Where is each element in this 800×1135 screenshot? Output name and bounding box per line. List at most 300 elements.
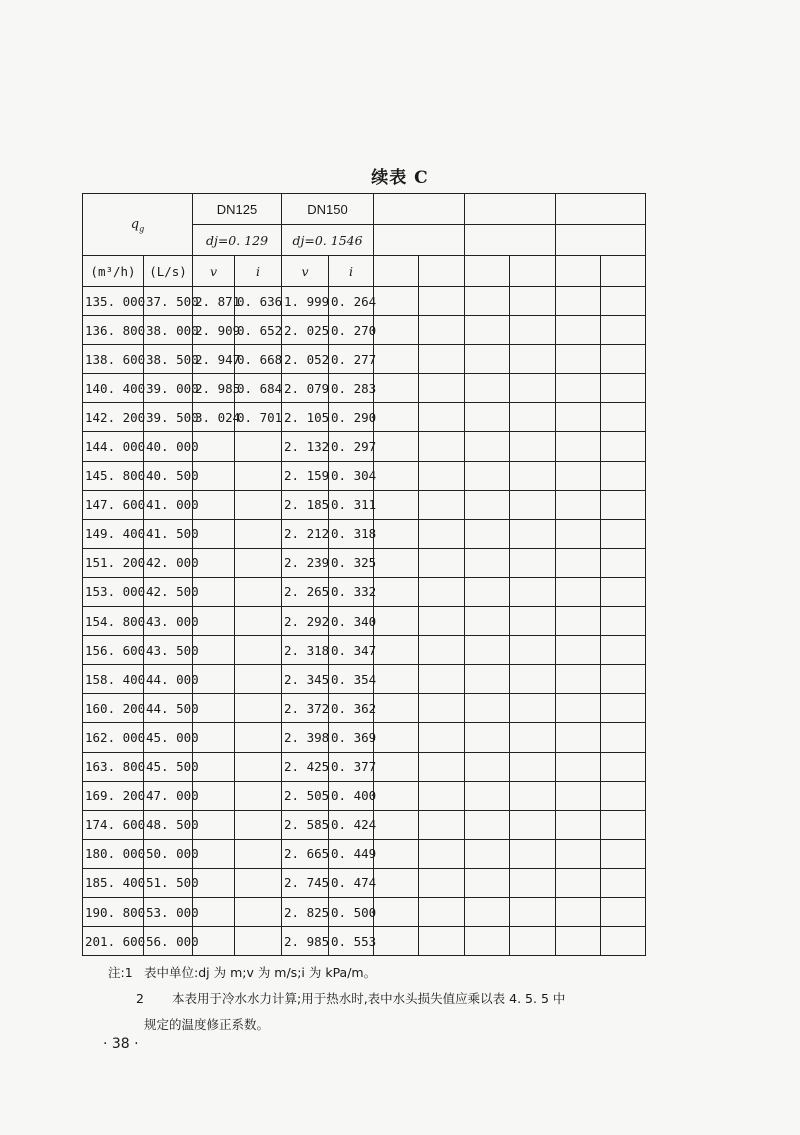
dn125-v-cell bbox=[193, 839, 235, 868]
unit-ls-header: (L/s) bbox=[144, 256, 193, 287]
empty-cell bbox=[419, 868, 465, 897]
empty-cell bbox=[556, 345, 601, 374]
empty-cell bbox=[374, 694, 419, 723]
empty-cell bbox=[465, 927, 510, 956]
table-row bbox=[83, 374, 646, 403]
qe-m3h-cell: 151. 200 bbox=[83, 548, 144, 577]
dn150-v-cell: 2. 052 bbox=[282, 345, 329, 374]
note-1-text: 表中单位:dj 为 m;v 为 m/s;i 为 kPa/m。 bbox=[144, 965, 377, 980]
dn150-header: DN150 bbox=[282, 194, 374, 225]
empty-cell bbox=[374, 577, 419, 606]
dn150-i-cell: 0. 318 bbox=[329, 519, 374, 548]
dn150-v-cell: 2. 132 bbox=[282, 432, 329, 461]
empty-cell bbox=[419, 374, 465, 403]
empty-cell bbox=[601, 577, 646, 606]
empty-cell bbox=[374, 607, 419, 636]
dn150-i-cell: 0. 325 bbox=[329, 548, 374, 577]
empty-cell bbox=[374, 403, 419, 432]
dn125-v-cell bbox=[193, 636, 235, 665]
empty-cell bbox=[510, 577, 556, 606]
empty-cell bbox=[374, 548, 419, 577]
notes bbox=[108, 960, 668, 1038]
empty-cell bbox=[419, 607, 465, 636]
dn150-i-cell: 0. 474 bbox=[329, 868, 374, 897]
empty-cell bbox=[556, 752, 601, 781]
dj150-label: dj=0. 1546 bbox=[292, 232, 363, 248]
dn150-i-cell: 0. 270 bbox=[329, 316, 374, 345]
dn125-i-cell bbox=[235, 548, 282, 577]
dn150-v-cell: 2. 185 bbox=[282, 490, 329, 519]
empty-cell bbox=[601, 839, 646, 868]
dn125-v-cell bbox=[193, 577, 235, 606]
empty-cell bbox=[374, 316, 419, 345]
dn150-v-cell: 2. 505 bbox=[282, 781, 329, 810]
qe-ls-cell: 45. 500 bbox=[144, 752, 193, 781]
qe-ls-cell: 44. 000 bbox=[144, 665, 193, 694]
dn125-v-cell bbox=[193, 607, 235, 636]
dn125-v-cell bbox=[193, 897, 235, 926]
dn150-v-cell: 2. 398 bbox=[282, 723, 329, 752]
dn150-i-cell: 0. 400 bbox=[329, 781, 374, 810]
empty-cell bbox=[510, 432, 556, 461]
empty-cell bbox=[465, 694, 510, 723]
qe-m3h-cell: 144. 000 bbox=[83, 432, 144, 461]
qe-ls-cell: 45. 000 bbox=[144, 723, 193, 752]
empty-cell bbox=[510, 548, 556, 577]
qe-m3h-cell: 147. 600 bbox=[83, 490, 144, 519]
empty-cell bbox=[601, 897, 646, 926]
qe-m3h-cell: 149. 400 bbox=[83, 519, 144, 548]
dn125-i-cell bbox=[235, 752, 282, 781]
empty-cell bbox=[556, 810, 601, 839]
unit-m3h-header: (m³/h) bbox=[83, 256, 144, 287]
dn150-i-cell: 0. 332 bbox=[329, 577, 374, 606]
empty-cell bbox=[556, 577, 601, 606]
dn150-v-cell: 2. 265 bbox=[282, 577, 329, 606]
dn150-i-cell: 0. 290 bbox=[329, 403, 374, 432]
i-header-dn150: i bbox=[329, 256, 374, 287]
empty-cell bbox=[510, 287, 556, 316]
dn150-v-cell: 2. 079 bbox=[282, 374, 329, 403]
qe-m3h-cell: 160. 200 bbox=[83, 694, 144, 723]
qe-ls-cell: 37. 500 bbox=[144, 287, 193, 316]
empty-cell bbox=[419, 810, 465, 839]
empty-cell bbox=[510, 316, 556, 345]
empty-cell bbox=[419, 403, 465, 432]
empty-cell bbox=[465, 490, 510, 519]
qe-ls-cell: 39. 000 bbox=[144, 374, 193, 403]
empty-cell bbox=[465, 519, 510, 548]
empty-cell bbox=[465, 548, 510, 577]
qe-header bbox=[83, 194, 193, 256]
qe-m3h-cell: 174. 600 bbox=[83, 810, 144, 839]
qe-ls-cell: 51. 500 bbox=[144, 868, 193, 897]
note-2-continuation: 规定的温度修正系数。 bbox=[144, 1017, 270, 1032]
dn125-i-cell bbox=[235, 490, 282, 519]
empty-cell bbox=[465, 810, 510, 839]
dn125-v-cell bbox=[193, 781, 235, 810]
table-row bbox=[83, 810, 646, 839]
empty-cell bbox=[510, 897, 556, 926]
dn125-i-cell bbox=[235, 927, 282, 956]
dn150-v-cell: 2. 025 bbox=[282, 316, 329, 345]
dn150-v-cell: 2. 825 bbox=[282, 897, 329, 926]
dn125-i-cell bbox=[235, 723, 282, 752]
empty-cell bbox=[419, 519, 465, 548]
empty-cell bbox=[374, 461, 419, 490]
empty-cell bbox=[510, 927, 556, 956]
table-row bbox=[83, 839, 646, 868]
empty-header-cell bbox=[556, 225, 646, 256]
empty-cell bbox=[465, 752, 510, 781]
dn150-v-cell: 2. 985 bbox=[282, 927, 329, 956]
table-row bbox=[83, 316, 646, 345]
table-row bbox=[83, 461, 646, 490]
dn150-v-cell: 2. 212 bbox=[282, 519, 329, 548]
empty-cell bbox=[465, 781, 510, 810]
empty-cell bbox=[556, 461, 601, 490]
empty-cell bbox=[374, 665, 419, 694]
empty-cell bbox=[419, 665, 465, 694]
qe-m3h-cell: 201. 600 bbox=[83, 927, 144, 956]
qe-ls-cell: 47. 000 bbox=[144, 781, 193, 810]
dn150-v-cell: 2. 239 bbox=[282, 548, 329, 577]
qe-ls-cell: 40. 000 bbox=[144, 432, 193, 461]
empty-header-cell bbox=[374, 256, 419, 287]
dn125-v-cell bbox=[193, 519, 235, 548]
empty-header-cell bbox=[465, 256, 510, 287]
dn125-v-cell: 2. 871 bbox=[193, 287, 235, 316]
empty-cell bbox=[374, 374, 419, 403]
empty-cell bbox=[419, 752, 465, 781]
dn125-i-cell: 0. 701 bbox=[235, 403, 282, 432]
qe-subscript: g bbox=[139, 224, 145, 234]
dn125-i-cell bbox=[235, 839, 282, 868]
empty-cell bbox=[556, 548, 601, 577]
empty-cell bbox=[374, 490, 419, 519]
dn125-v-cell: 3. 024 bbox=[193, 403, 235, 432]
empty-cell bbox=[601, 490, 646, 519]
note-2 bbox=[108, 986, 668, 1012]
note-1 bbox=[108, 960, 668, 986]
dn125-v-cell: 2. 985 bbox=[193, 374, 235, 403]
dn125-v-cell bbox=[193, 432, 235, 461]
dn125-i-cell bbox=[235, 665, 282, 694]
empty-cell bbox=[374, 345, 419, 374]
dn125-v-cell bbox=[193, 927, 235, 956]
note-2-number: 2 bbox=[136, 991, 144, 1006]
empty-cell bbox=[601, 752, 646, 781]
dn150-v-cell: 2. 425 bbox=[282, 752, 329, 781]
empty-cell bbox=[601, 927, 646, 956]
qe-m3h-cell: 190. 800 bbox=[83, 897, 144, 926]
empty-cell bbox=[465, 287, 510, 316]
empty-cell bbox=[556, 490, 601, 519]
qe-m3h-cell: 156. 600 bbox=[83, 636, 144, 665]
empty-cell bbox=[556, 287, 601, 316]
empty-cell bbox=[419, 927, 465, 956]
dj150-header bbox=[282, 225, 374, 256]
empty-cell bbox=[419, 432, 465, 461]
qe-ls-cell: 42. 000 bbox=[144, 548, 193, 577]
empty-cell bbox=[374, 723, 419, 752]
empty-cell bbox=[374, 868, 419, 897]
empty-cell bbox=[510, 345, 556, 374]
dn125-v-cell: 2. 947 bbox=[193, 345, 235, 374]
note-2-text: 本表用于冷水水力计算;用于热水时,表中水头损失值应乘以表 4. 5. 5 中 bbox=[172, 991, 566, 1006]
empty-header-cell bbox=[374, 194, 465, 225]
qe-m3h-cell: 162. 000 bbox=[83, 723, 144, 752]
empty-header-cell bbox=[510, 256, 556, 287]
empty-cell bbox=[510, 839, 556, 868]
qe-m3h-cell: 154. 800 bbox=[83, 607, 144, 636]
empty-cell bbox=[510, 723, 556, 752]
empty-cell bbox=[510, 374, 556, 403]
empty-cell bbox=[419, 490, 465, 519]
dn150-v-cell: 1. 999 bbox=[282, 287, 329, 316]
table-row bbox=[83, 694, 646, 723]
dn125-i-cell bbox=[235, 577, 282, 606]
qe-m3h-cell: 158. 400 bbox=[83, 665, 144, 694]
table-row bbox=[83, 490, 646, 519]
empty-cell bbox=[510, 781, 556, 810]
empty-cell bbox=[419, 461, 465, 490]
qe-ls-cell: 40. 500 bbox=[144, 461, 193, 490]
empty-cell bbox=[419, 723, 465, 752]
empty-cell bbox=[601, 548, 646, 577]
empty-cell bbox=[510, 519, 556, 548]
qe-ls-cell: 48. 500 bbox=[144, 810, 193, 839]
empty-cell bbox=[465, 607, 510, 636]
qe-m3h-cell: 140. 400 bbox=[83, 374, 144, 403]
table-row bbox=[83, 607, 646, 636]
table-row bbox=[83, 287, 646, 316]
dn125-v-cell bbox=[193, 665, 235, 694]
page-number: · 38 · bbox=[103, 1036, 139, 1052]
dn125-i-cell bbox=[235, 519, 282, 548]
dn150-v-cell: 2. 665 bbox=[282, 839, 329, 868]
empty-cell bbox=[556, 374, 601, 403]
empty-cell bbox=[465, 345, 510, 374]
empty-cell bbox=[556, 868, 601, 897]
dn125-i-cell bbox=[235, 607, 282, 636]
empty-cell bbox=[556, 927, 601, 956]
empty-header-cell bbox=[601, 256, 646, 287]
empty-cell bbox=[601, 403, 646, 432]
empty-cell bbox=[510, 461, 556, 490]
dn125-v-cell bbox=[193, 723, 235, 752]
qe-ls-cell: 44. 500 bbox=[144, 694, 193, 723]
dn150-i-cell: 0. 500 bbox=[329, 897, 374, 926]
dn150-i-cell: 0. 377 bbox=[329, 752, 374, 781]
dn150-i-cell: 0. 362 bbox=[329, 694, 374, 723]
empty-cell bbox=[556, 316, 601, 345]
empty-cell bbox=[601, 345, 646, 374]
empty-cell bbox=[510, 490, 556, 519]
empty-cell bbox=[374, 839, 419, 868]
empty-cell bbox=[374, 752, 419, 781]
dn125-i-cell bbox=[235, 636, 282, 665]
empty-cell bbox=[510, 868, 556, 897]
dn150-i-cell: 0. 369 bbox=[329, 723, 374, 752]
dn150-v-cell: 2. 292 bbox=[282, 607, 329, 636]
empty-cell bbox=[556, 723, 601, 752]
dn125-header: DN125 bbox=[193, 194, 282, 225]
empty-cell bbox=[510, 665, 556, 694]
empty-cell bbox=[510, 636, 556, 665]
table-row bbox=[83, 548, 646, 577]
empty-cell bbox=[465, 897, 510, 926]
dn150-i-cell: 0. 340 bbox=[329, 607, 374, 636]
dn150-i-cell: 0. 264 bbox=[329, 287, 374, 316]
table-row bbox=[83, 897, 646, 926]
dn150-i-cell: 0. 277 bbox=[329, 345, 374, 374]
dn125-i-cell: 0. 668 bbox=[235, 345, 282, 374]
qe-ls-cell: 42. 500 bbox=[144, 577, 193, 606]
dn125-v-cell bbox=[193, 461, 235, 490]
v-header-dn125: v bbox=[193, 256, 235, 287]
dn125-i-cell: 0. 684 bbox=[235, 374, 282, 403]
dn125-i-cell bbox=[235, 868, 282, 897]
empty-cell bbox=[510, 403, 556, 432]
empty-cell bbox=[601, 607, 646, 636]
empty-cell bbox=[601, 636, 646, 665]
dn125-i-cell bbox=[235, 897, 282, 926]
dj125-label: dj=0. 129 bbox=[205, 232, 269, 248]
empty-cell bbox=[465, 577, 510, 606]
note-label bbox=[108, 960, 144, 986]
empty-cell bbox=[510, 810, 556, 839]
dn125-v-cell bbox=[193, 694, 235, 723]
dn125-i-cell: 0. 636 bbox=[235, 287, 282, 316]
qe-ls-cell: 50. 000 bbox=[144, 839, 193, 868]
empty-header-cell bbox=[374, 225, 465, 256]
dn150-v-cell: 2. 745 bbox=[282, 868, 329, 897]
dn125-v-cell bbox=[193, 490, 235, 519]
qe-m3h-cell: 142. 200 bbox=[83, 403, 144, 432]
empty-cell bbox=[601, 316, 646, 345]
table-row bbox=[83, 781, 646, 810]
empty-cell bbox=[601, 461, 646, 490]
note-1-number: 1 bbox=[124, 965, 133, 980]
empty-cell bbox=[601, 374, 646, 403]
dn125-i-cell bbox=[235, 432, 282, 461]
dn125-v-cell bbox=[193, 868, 235, 897]
empty-cell bbox=[374, 519, 419, 548]
empty-cell bbox=[601, 723, 646, 752]
empty-cell bbox=[510, 752, 556, 781]
qe-m3h-cell: 135. 000 bbox=[83, 287, 144, 316]
dn150-i-cell: 0. 553 bbox=[329, 927, 374, 956]
empty-cell bbox=[419, 897, 465, 926]
empty-header-cell bbox=[465, 225, 556, 256]
dn150-i-cell: 0. 297 bbox=[329, 432, 374, 461]
table-title: 续表 C bbox=[371, 168, 429, 188]
dn150-v-cell: 2. 585 bbox=[282, 810, 329, 839]
dn150-v-cell: 2. 159 bbox=[282, 461, 329, 490]
empty-cell bbox=[419, 548, 465, 577]
table-row bbox=[83, 636, 646, 665]
empty-cell bbox=[419, 287, 465, 316]
hydraulic-table bbox=[82, 193, 646, 956]
empty-cell bbox=[510, 607, 556, 636]
empty-cell bbox=[556, 607, 601, 636]
dn150-i-cell: 0. 449 bbox=[329, 839, 374, 868]
empty-cell bbox=[465, 374, 510, 403]
table-row bbox=[83, 577, 646, 606]
empty-cell bbox=[601, 694, 646, 723]
table-row bbox=[83, 927, 646, 956]
dn150-v-cell: 2. 318 bbox=[282, 636, 329, 665]
dn125-i-cell bbox=[235, 810, 282, 839]
empty-header-cell bbox=[556, 194, 646, 225]
empty-cell bbox=[374, 781, 419, 810]
v-header-dn150: v bbox=[282, 256, 329, 287]
empty-cell bbox=[556, 665, 601, 694]
qe-m3h-cell: 169. 200 bbox=[83, 781, 144, 810]
qe-m3h-cell: 180. 000 bbox=[83, 839, 144, 868]
dn125-i-cell bbox=[235, 694, 282, 723]
empty-cell bbox=[419, 781, 465, 810]
empty-header-cell bbox=[556, 256, 601, 287]
qe-ls-cell: 38. 500 bbox=[144, 345, 193, 374]
dn150-v-cell: 2. 105 bbox=[282, 403, 329, 432]
empty-cell bbox=[419, 694, 465, 723]
table-row bbox=[83, 868, 646, 897]
empty-cell bbox=[374, 636, 419, 665]
empty-cell bbox=[601, 432, 646, 461]
table-row bbox=[83, 432, 646, 461]
empty-cell bbox=[556, 432, 601, 461]
dn150-v-cell: 2. 372 bbox=[282, 694, 329, 723]
dn150-i-cell: 0. 311 bbox=[329, 490, 374, 519]
qe-ls-cell: 43. 500 bbox=[144, 636, 193, 665]
qe-m3h-cell: 163. 800 bbox=[83, 752, 144, 781]
qe-symbol: q bbox=[130, 216, 140, 232]
empty-cell bbox=[556, 694, 601, 723]
table-row bbox=[83, 723, 646, 752]
qe-ls-cell: 53. 000 bbox=[144, 897, 193, 926]
dn125-i-cell bbox=[235, 461, 282, 490]
empty-cell bbox=[556, 781, 601, 810]
empty-cell bbox=[465, 403, 510, 432]
empty-cell bbox=[465, 316, 510, 345]
table-row bbox=[83, 665, 646, 694]
dn125-v-cell bbox=[193, 548, 235, 577]
empty-cell bbox=[374, 897, 419, 926]
empty-cell bbox=[556, 636, 601, 665]
dn125-i-cell: 0. 652 bbox=[235, 316, 282, 345]
qe-ls-cell: 41. 500 bbox=[144, 519, 193, 548]
qe-ls-cell: 38. 000 bbox=[144, 316, 193, 345]
qe-ls-cell: 41. 000 bbox=[144, 490, 193, 519]
notes-label: 注: bbox=[108, 965, 125, 980]
empty-cell bbox=[601, 287, 646, 316]
empty-cell bbox=[374, 432, 419, 461]
empty-cell bbox=[465, 839, 510, 868]
empty-cell bbox=[601, 665, 646, 694]
empty-cell bbox=[419, 577, 465, 606]
qe-ls-cell: 39. 500 bbox=[144, 403, 193, 432]
empty-cell bbox=[465, 636, 510, 665]
empty-cell bbox=[374, 927, 419, 956]
empty-cell bbox=[419, 839, 465, 868]
dn150-i-cell: 0. 424 bbox=[329, 810, 374, 839]
empty-header-cell bbox=[419, 256, 465, 287]
qe-m3h-cell: 145. 800 bbox=[83, 461, 144, 490]
qe-m3h-cell: 185. 400 bbox=[83, 868, 144, 897]
qe-ls-cell: 43. 000 bbox=[144, 607, 193, 636]
